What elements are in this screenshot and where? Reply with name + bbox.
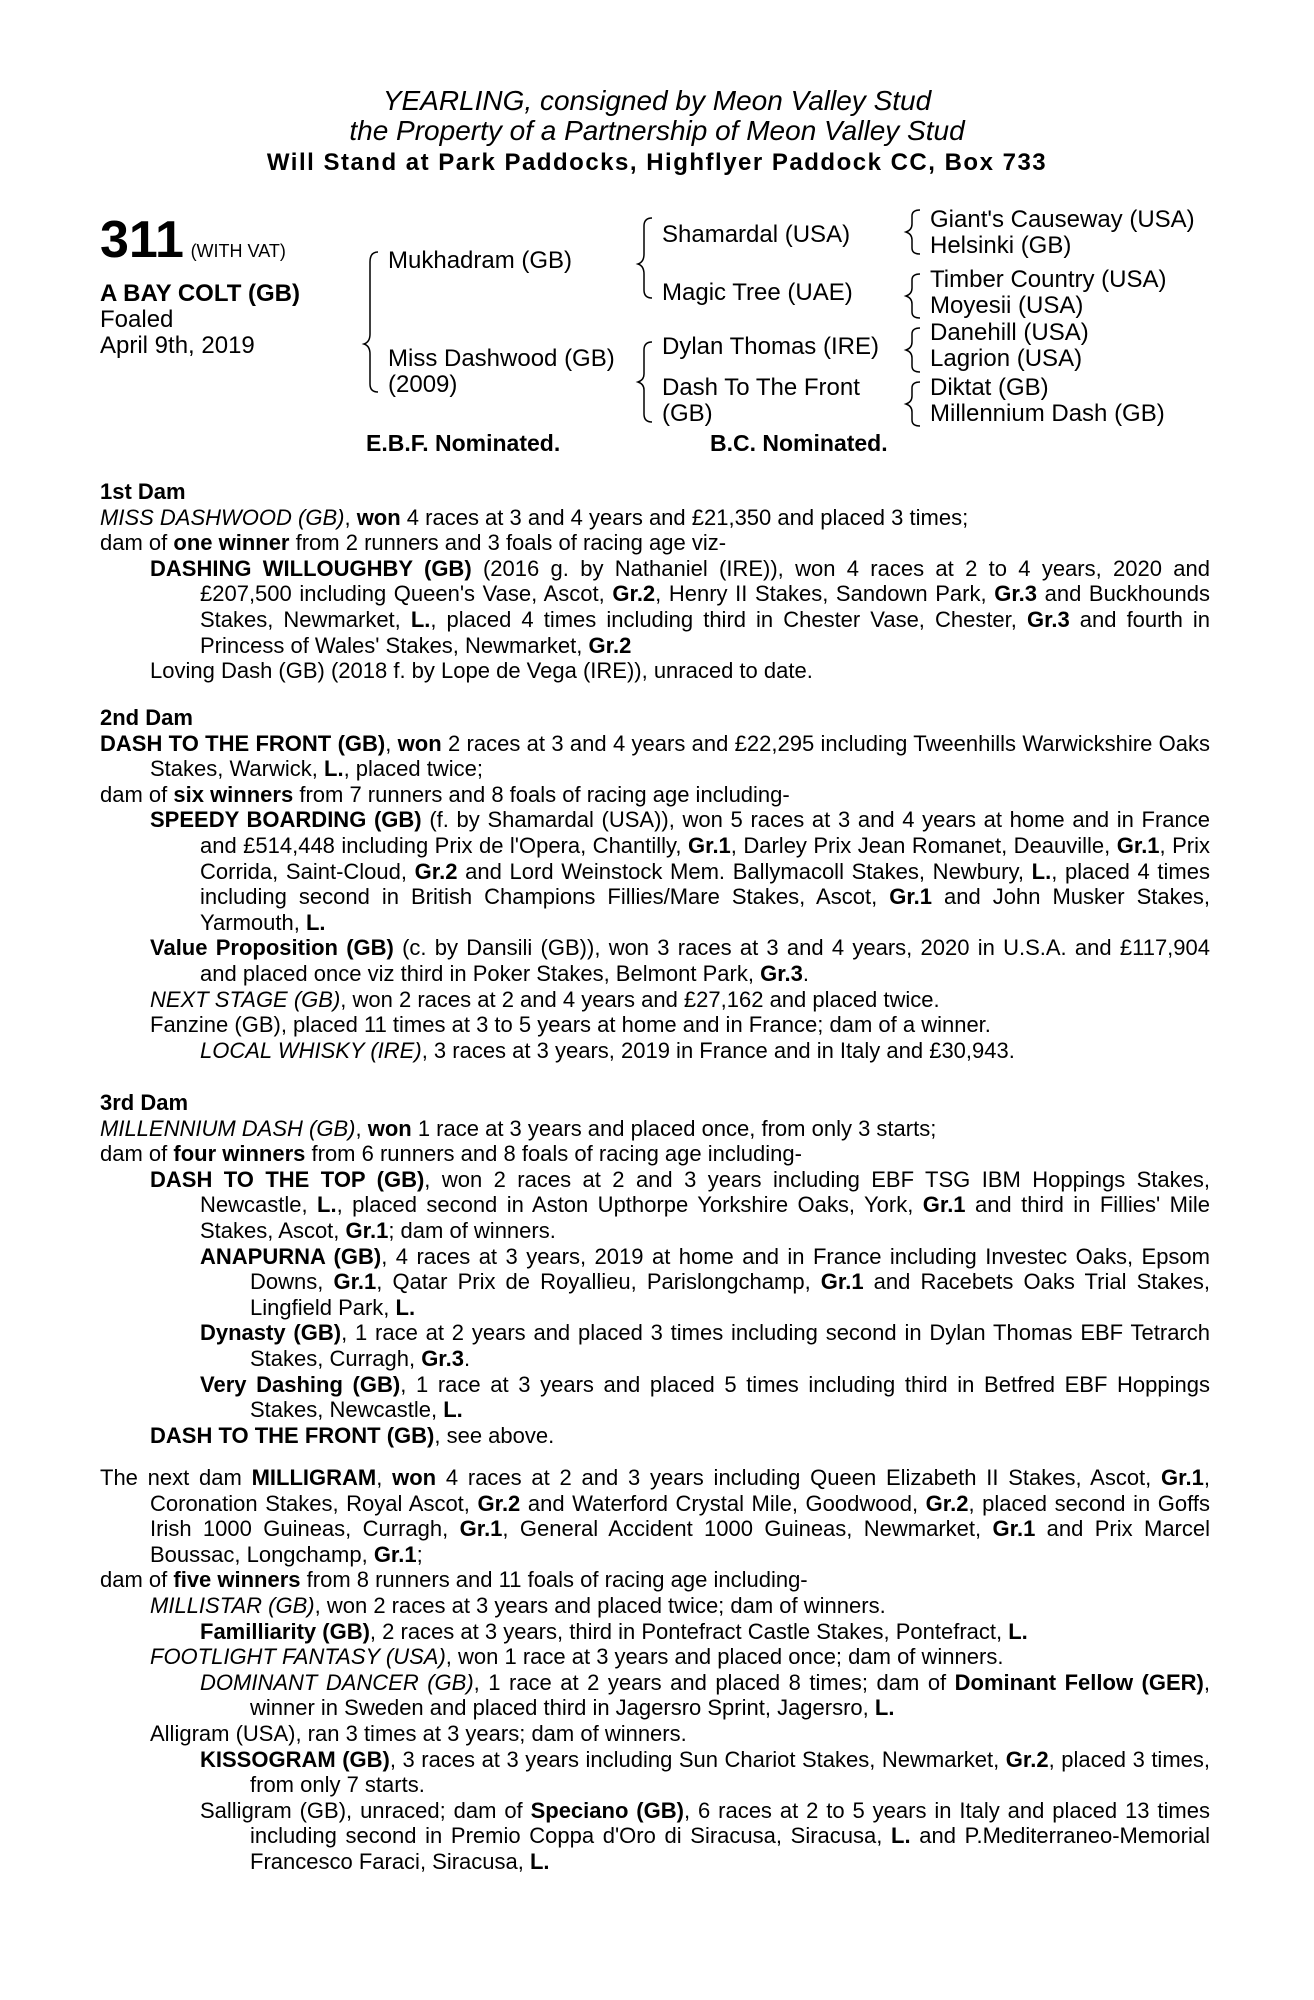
next-dam-summary: The next dam MILLIGRAM, won 4 races at 2 and 3 years including Queen Elizabeth II Stakes, Ascot, Gr.1, Coronation Stakes, Royal Ascot, Gr.2 and Waterford Crystal Mile, Goodwood, Gr.2, placed second in Goffs Irish 1000 Guineas, Curragh, Gr.1, General Accident 1000 Guineas, Newmarket, Gr.1 and Prix Marcel Boussac, Longchamp, Gr.1;	[100, 1465, 1211, 1567]
first-dam-heading: 1st Dam	[100, 479, 186, 504]
ebf-nominated: E.B.F. Nominated.	[366, 430, 561, 456]
dam-of-dam-line1: Dash To The Front	[662, 374, 860, 401]
lot-number: 311	[100, 211, 184, 269]
dam-of-dam-line2: (GB)	[662, 400, 713, 427]
gg-dam-3: Lagrion (USA)	[930, 345, 1083, 372]
produce-salligram: Salligram (GB), unraced; dam of Speciano (GB), 6 races at 2 to 5 years in Italy and placed 13 times including second in Premio Coppa d'Oro di Siracusa, Siracusa, L. and P.Mediterraneo-Memorial Francesco Faraci, Siracusa, L.	[200, 1797, 1211, 1874]
produce-familliarity: Familliarity (GB), 2 races at 3 years, third in Pontefract Castle Stakes, Pontefract, L.	[200, 1618, 1028, 1644]
produce-fanzine: Fanzine (GB), placed 11 times at 3 to 5 years at home and in France; dam of a winner.	[150, 1012, 991, 1038]
gg-dam-1: Helsinki (GB)	[930, 232, 1072, 259]
produce-alligram: Alligram (USA), ran 3 times at 3 years; dam of winners.	[150, 1720, 687, 1746]
next-dam-section	[100, 1465, 1210, 1875]
third-dam-heading: 3rd Dam	[100, 1090, 189, 1115]
produce-next-stage: NEXT STAGE (GB), won 2 races at 2 and 4 years and £27,162 and placed twice.	[150, 986, 940, 1012]
produce-dashing-willoughby: DASHING WILLOUGHBY (GB) (2016 g. by Nathaniel (IRE)), won 4 races at 2 to 4 years, 2020 and £207,500 including Queen's Vase, Ascot, Gr.2, Henry II Stakes, Sandown Park, Gr.3 and Buckhounds Stakes, Newmarket, L., placed 4 times including third in Chester Vase, Chester, Gr.3 and fourth in Princess of Wales' Stakes, Newmarket, Gr.2	[150, 555, 1210, 658]
gg-sire-2: Timber Country (USA)	[930, 266, 1167, 293]
produce-value-proposition: Value Proposition (GB) (c. by Dansili (GB)), won 3 races at 3 and 4 years, 2020 in U.S.A. and £117,904 and placed once viz third in Poker Stakes, Belmont Park, Gr.3.	[150, 935, 1210, 986]
gg-sire-4: Diktat (GB)	[930, 374, 1049, 401]
gg-sire-1: Giant's Causeway (USA)	[930, 206, 1195, 233]
sire: Mukhadram (GB)	[388, 247, 573, 274]
produce-speedy-boarding: SPEEDY BOARDING (GB) (f. by Shamardal (USA)), won 5 races at 3 and 4 years at home and in France and £514,448 including Prix de l'Opera, Chantilly, Gr.1, Darley Prix Jean Romanet, Deauville, Gr.1, Prix Corrida, Saint-Cloud, Gr.2 and Lord Weinstock Mem. Ballymacoll Stakes, Newbury, L., placed 4 times including second in British Champions Fillies/Mare Stakes, Ascot, Gr.1 and John Musker Stakes, Yarmouth, L.	[150, 807, 1210, 935]
bc-nominated: B.C. Nominated.	[710, 430, 888, 456]
sire-of-dam: Dylan Thomas (IRE)	[662, 333, 879, 360]
foaled-date: April 9th, 2019	[100, 332, 255, 359]
produce-dash-to-the-front: DASH TO THE FRONT (GB), see above.	[150, 1422, 555, 1448]
produce-anapurna: ANAPURNA (GB), 4 races at 3 years, 2019 at home and in France including Investec Oaks, Epsom Downs, Gr.1, Qatar Prix de Royallieu, Parislongchamp, Gr.1 and Racebets Oaks Trial Stakes, Lingfield Park, L.	[200, 1243, 1210, 1320]
dam: Miss Dashwood (GB)	[388, 345, 615, 372]
property-line: the Property of a Partnership of Meon Valley Stud	[349, 115, 965, 146]
second-dam-section	[100, 705, 1210, 1063]
produce-dash-to-the-top: DASH TO THE TOP (GB), won 2 races at 2 and 3 years including EBF TSG IBM Hoppings Stakes, Newcastle, L., placed second in Aston Upthorpe Yorkshire Oaks, York, Gr.1 and third in Fillies' Mile Stakes, Ascot, Gr.1; dam of winners.	[150, 1166, 1210, 1243]
produce-dominant-dancer: DOMINANT DANCER (GB), 1 race at 2 years and placed 8 times; dam of Dominant Fellow (GER), winner in Sweden and placed third in Jagersro Sprint, Jagersro, L.	[200, 1669, 1210, 1721]
third-dam-summary: MILLENNIUM DASH (GB), won 1 race at 3 years and placed once, from only 3 starts;	[100, 1115, 937, 1141]
produce-very-dashing: Very Dashing (GB), 1 race at 3 years and placed 5 times including third in Betfred EBF Hoppings Stakes, Newcastle, L.	[200, 1371, 1210, 1423]
location-line: Will Stand at Park Paddocks, Highflyer Paddock CC, Box 733	[266, 149, 1048, 176]
second-dam-produce-intro: dam of six winners from 7 runners and 8 foals of racing age including-	[100, 781, 790, 807]
produce-footlight-fantasy: FOOTLIGHT FANTASY (USA), won 1 race at 3 years and placed once; dam of winners.	[150, 1644, 1004, 1670]
produce-millistar: MILLISTAR (GB), won 2 races at 3 years and placed twice; dam of winners.	[150, 1592, 886, 1618]
produce-kissogram: KISSOGRAM (GB), 3 races at 3 years including Sun Chariot Stakes, Newmarket, Gr.2, placed 3 times, from only 7 starts.	[200, 1746, 1210, 1798]
gg-dam-2: Moyesii (USA)	[930, 292, 1084, 319]
dam-year: (2009)	[388, 371, 458, 398]
foaled-label: Foaled	[100, 306, 174, 333]
next-dam-produce-intro: dam of five winners from 8 runners and 11 foals of racing age including-	[100, 1567, 808, 1593]
sire-of-sire: Shamardal (USA)	[662, 221, 851, 248]
third-dam-produce-intro: dam of four winners from 6 runners and 8 foals of racing age including-	[100, 1141, 802, 1167]
produce-loving-dash: Loving Dash (GB) (2018 f. by Lope de Vega (IRE)), unraced to date.	[150, 658, 813, 684]
gg-dam-4: Millennium Dash (GB)	[930, 400, 1165, 427]
dam-of-sire: Magic Tree (UAE)	[662, 279, 853, 306]
gg-sire-3: Danehill (USA)	[930, 319, 1089, 346]
first-dam-section	[100, 479, 1210, 684]
second-dam-heading: 2nd Dam	[100, 705, 193, 730]
third-dam-section	[100, 1090, 1210, 1448]
produce-dynasty: Dynasty (GB), 1 race at 2 years and placed 3 times including second in Dylan Thomas EBF Tetrarch Stakes, Curragh, Gr.3.	[200, 1320, 1210, 1371]
produce-local-whisky: LOCAL WHISKY (IRE), 3 races at 3 years, 2019 in France and in Italy and £30,943.	[200, 1037, 1015, 1063]
lot-name: A BAY COLT (GB)	[100, 280, 301, 307]
vat-label: (WITH VAT)	[190, 241, 286, 261]
first-dam-produce-intro: dam of one winner from 2 runners and 3 foals of racing age viz-	[100, 530, 727, 556]
first-dam-summary: MISS DASHWOOD (GB), won 4 races at 3 and 4 years and £21,350 and placed 3 times;	[100, 504, 969, 530]
second-dam-summary: DASH TO THE FRONT (GB), won 2 races at 3 and 4 years and £22,295 including Tweenhills Warwickshire Oaks Stakes, Warwick, L., placed twice;	[100, 730, 1210, 782]
consignor-line: YEARLING, consigned by Meon Valley Stud	[382, 85, 932, 116]
